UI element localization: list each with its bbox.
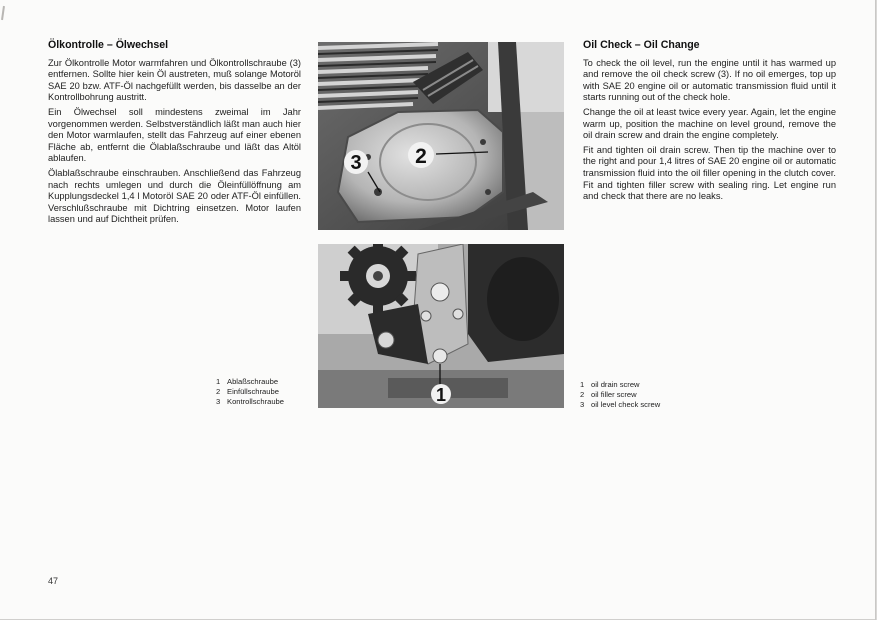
german-paragraph-1: Zur Ölkontrolle Motor warmfahren und Ölkontrollschraube (3) entfernen. Sollte hier kein Öl austreten, muß solange Motoröl SAE 20 bzw. ATF-Öl nachgefüllt werden, bis dasselbe an der Kontrollbohrung austritt. — [48, 57, 301, 103]
german-column — [48, 40, 301, 229]
german-paragraph-3: Ölablaßschraube einschrauben. Anschließend das Fahrzeug nach rechts umlegen und durch die Öleinfüllöffnung am Kupplungsdeckel 1,4 l Motoröl SAE 20 oder ATF-Öl einfüllen. Verschlußschraube mit Dichtring einsetzen. Motor laufen lassen und auf Dichtheit prüfen. — [48, 167, 301, 225]
english-paragraph-2: Change the oil at least twice every year. Again, let the engine warm up, position the machine on level ground, remove the oil drain screw and drain the engine completely. — [583, 106, 836, 141]
page-edge-mark — [1, 6, 5, 20]
callout-3: 3 — [350, 152, 362, 174]
english-column — [583, 40, 836, 206]
english-paragraph-3: Fit and tighten oil drain screw. Then tip the machine over to the right and pour 1,4 litres of SAE 20 engine oil or automatic transmission fluid into the oil filler opening in the clutch cover. Fit and tighten filler screw with sealing ring. Let engine run and check that there are no leaks. — [583, 144, 836, 202]
german-paragraph-2: Ein Ölwechsel soll mindestens zweimal im Jahr vorgenommen werden. Selbstverständlich läßt man auch hier den Motor warmlaufen, stellt das Fahrzeug auf einer ebenen Fläche ab, entfernt die Ölablaßschraube und läßt das Altöl ablaufen. — [48, 106, 301, 164]
english-paragraph-1: To check the oil level, run the engine until it has warmed up and remove the oil check screw (3). If no oil emerges, top up with SAE 20 engine oil or automatic transmission fluid until it starts running out of the check hole. — [583, 57, 836, 103]
german-legend-item: 2 Einfüllschraube — [216, 387, 279, 396]
english-legend-item: 1 oil drain screw — [580, 380, 640, 389]
german-legend-item: 1 Ablaßschraube — [216, 377, 279, 386]
english-legend-item: 3 oil level check screw — [580, 400, 661, 409]
callout-2: 2 — [415, 145, 427, 168]
german-legend — [216, 377, 284, 407]
engine-cover-photo — [318, 42, 564, 230]
page-number: 47 — [48, 576, 59, 586]
german-legend-item: 3 Kontrollschraube — [216, 397, 284, 406]
english-legend-item: 2 oil filler screw — [580, 390, 637, 399]
english-heading: Oil Check – Oil Change — [583, 39, 700, 51]
callout-1: 1 — [435, 385, 447, 405]
drain-screw-photo — [318, 244, 564, 408]
german-heading: Ölkontrolle – Ölwechsel — [48, 39, 169, 51]
english-legend — [580, 380, 660, 410]
